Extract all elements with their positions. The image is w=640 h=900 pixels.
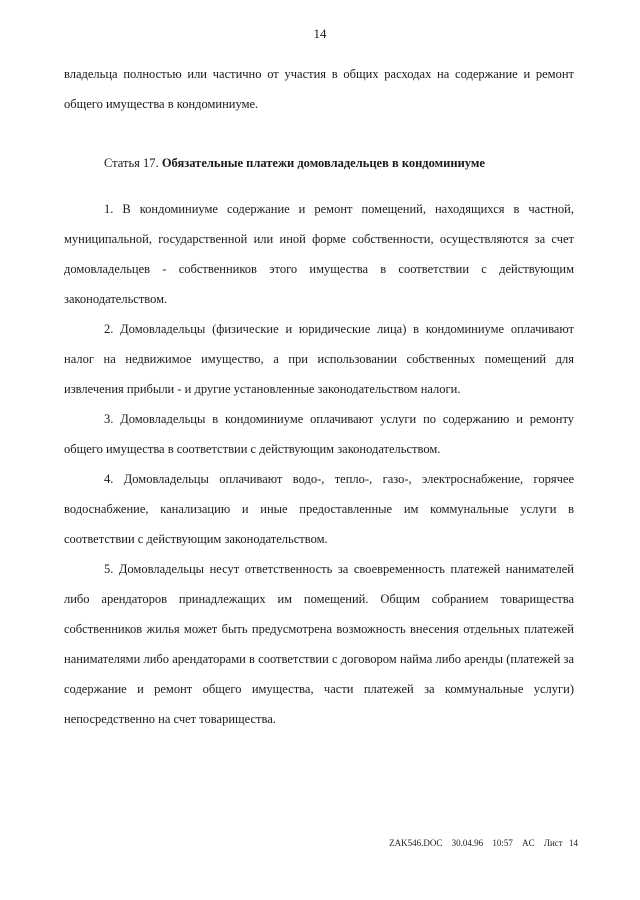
article-body [64, 194, 574, 734]
intro-paragraph: владельца полностью или частично от участия в общих расходах на содержание и ремонт общего имущества в кондоминиуме. [64, 67, 574, 111]
article-paragraph-5: 5. Домовладельцы несут ответственность за своевременность платежей нанимателей либо арендаторов принадлежащих им помещений. Общим собранием товарищества собственников жилья может быть предусмотрена возможность внесения отдельных платежей нанимателями либо арендаторами в соответствии с договором найма либо аренды (платежей за содержание и ремонт общего имущества, части платежей за коммунальные услуги) непосредственно на счет товарищества. [64, 562, 574, 726]
page-number: 14 [313, 26, 327, 41]
article-label: Статья 17. [104, 156, 159, 170]
article-paragraph-2: 2. Домовладельцы (физические и юридические лица) в кондоминиуме оплачивают налог на недвижимое имущество, а при использовании собственных помещений для извлечения прибыли - и другие установленные законодательством налоги. [64, 322, 574, 396]
footer-initials: AC [522, 838, 535, 848]
footer-time: 10:57 [492, 838, 513, 848]
footer-filename: ZAK546.DOC [389, 838, 443, 848]
article-paragraph-1: 1. В кондоминиуме содержание и ремонт помещений, находящихся в частной, муниципальной, государственной или иной форме собственности, осуществляются за счет домовладельцев - собственников этого имущества в соответствии с действующим законодательством. [64, 202, 574, 306]
article-paragraph-3: 3. Домовладельцы в кондоминиуме оплачивают услуги по содержанию и ремонту общего имущества в соответствии с действующим законодательством. [64, 412, 574, 456]
footer-date: 30.04.96 [451, 838, 484, 848]
footer-sheet-number: 14 [569, 838, 578, 848]
document-footer [389, 838, 578, 848]
footer-sheet-label: Лист [543, 838, 563, 848]
article-heading [104, 148, 574, 178]
article-paragraph-4: 4. Домовладельцы оплачивают водо-, тепло-, газо-, электроснабжение, горячее водоснабжение, канализацию и иные предоставленные им коммунальные услуги в соответствии с действующим законодательством. [64, 472, 574, 546]
article-title: Обязательные платежи домовладельцев в кондоминиуме [161, 156, 485, 170]
